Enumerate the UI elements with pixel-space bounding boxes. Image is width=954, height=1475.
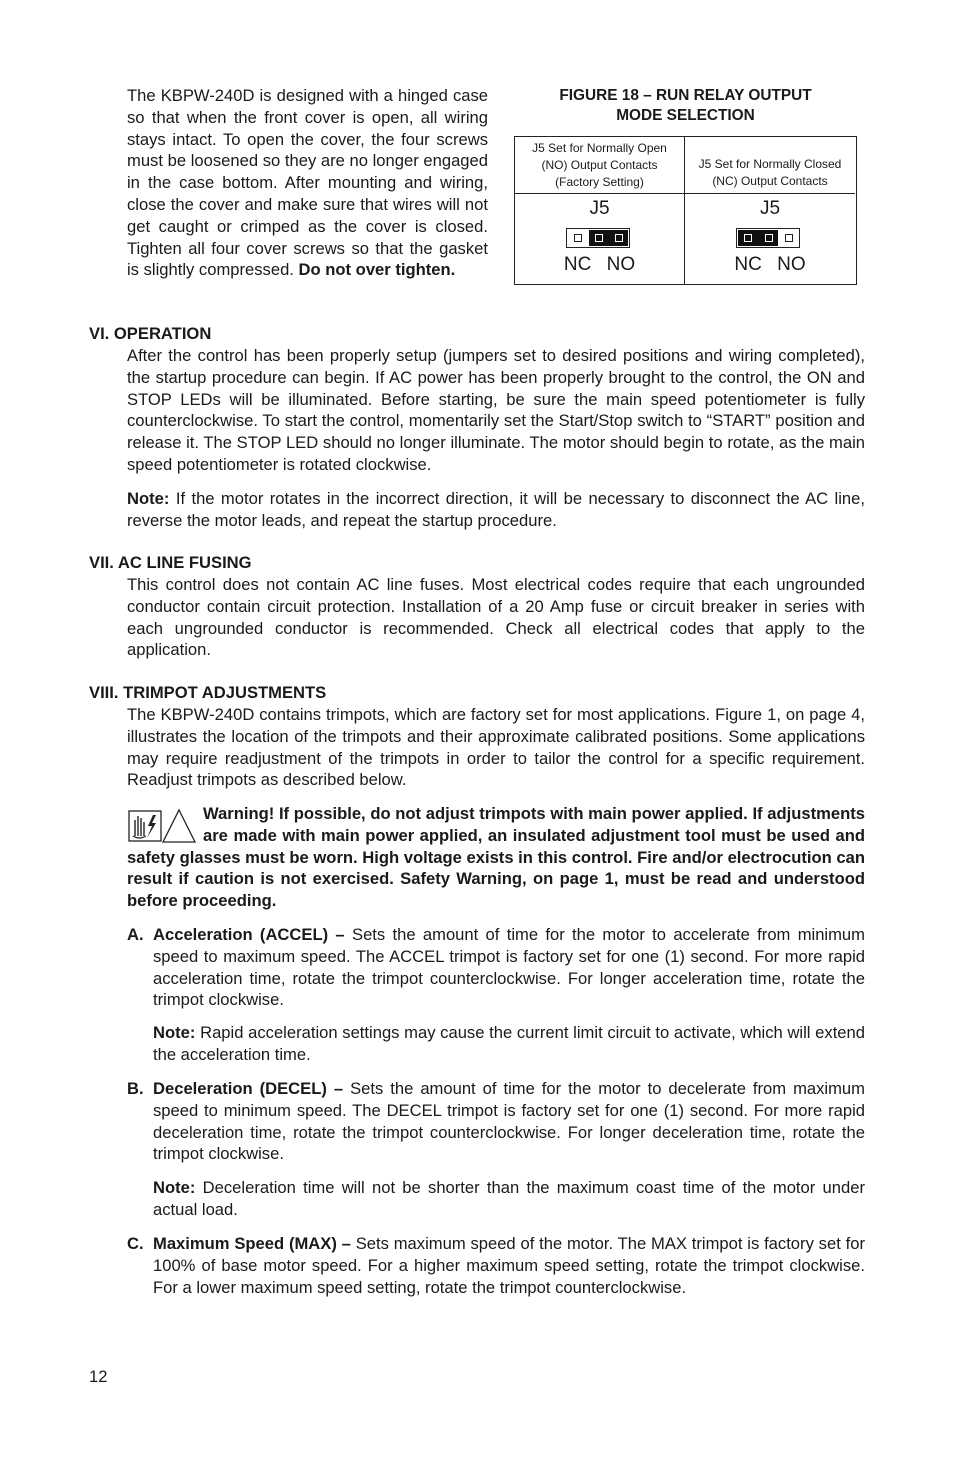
item-description: [153, 924, 865, 1011]
item-text: Sets maximum speed of the motor. The MAX trimpot is factory set for 100% of base motor speed. For a higher maximum speed setting, rotate the trimpot clockwise. For a lower maximum speed setting, rotate the trimpot counterclockwise.: [153, 1234, 865, 1297]
list-item-max: [127, 1233, 865, 1298]
note-label: Note:: [153, 1023, 196, 1042]
item-title: Deceleration (DECEL) –: [153, 1079, 344, 1098]
jumper-nc-diagram: [685, 194, 855, 284]
jumper-label: J5: [589, 198, 610, 219]
warning-icons: [127, 806, 197, 844]
header-no-line2: (NO) Output Contacts: [541, 158, 658, 172]
intro-paragraph: [127, 85, 488, 281]
header-nc-line1: J5 Set for Normally Closed: [698, 157, 842, 171]
pin-open: [785, 234, 793, 242]
figure-title-line1: FIGURE 18 – RUN RELAY OUTPUT: [559, 87, 812, 104]
header-nc-line2: (NC) Output Contacts: [712, 174, 828, 188]
note-text: Deceleration time will not be shorter than the maximum coast time of the motor under actual load.: [153, 1178, 865, 1219]
intro-emphasis: Do not over tighten.: [298, 260, 456, 280]
fusing-body: This control does not contain AC line fuses. Most electrical codes require that each ungrounded conductor contain circuit protection. Installation of a 20 Amp fuse or circuit breaker in series with each ungrounded conductor is recommended. Check all electrical codes that apply to the application.: [127, 575, 865, 660]
list-item-accel: [127, 924, 865, 1011]
note-text: Rapid acceleration settings may cause the current limit circuit to activate, which will extend the acceleration time.: [153, 1023, 865, 1064]
hand-shock-icon: [129, 811, 161, 841]
caution-triangle-icon: [163, 810, 195, 842]
decel-note: [127, 1177, 865, 1221]
jumper-label: J5: [759, 198, 781, 219]
item-letter: A.: [127, 925, 144, 944]
item-letter: B.: [127, 1079, 144, 1098]
page-number: 12: [89, 1367, 108, 1386]
item-text: Sets the amount of time for the motor to accelerate from minimum speed to maximum speed. The ACCEL trimpot is factory set for one (1) second. For more rapid acceleration time, rotate the trimpot counterclockwise. For longer acceleration time, rotate the trimpot clockwise.: [153, 925, 865, 1010]
item-title: Maximum Speed (MAX) –: [153, 1234, 351, 1253]
jumper-header-pins: [566, 228, 630, 248]
operation-body: After the control has been properly setup (jumpers set to desired positions and wiring completed), the startup procedure can begin. If AC power has been properly brought to the control, the ON and STOP LEDs will be illuminated. Before starting, be sure the main speed potentiometer is fully counterclockwise. To start the control, momentarily set the Start/Stop switch to “START” position and release it. The STOP LED should no longer illuminate. The motor should begin to rotate, as the main speed potentiometer is rotated clockwise.: [127, 346, 865, 474]
item-description: [153, 1078, 865, 1165]
pin-open: [574, 234, 582, 242]
operation-heading: VI. OPERATION: [89, 324, 212, 343]
pin-shunted: [615, 234, 623, 242]
pin-shunted: [765, 234, 773, 242]
fusing-heading: VII. AC LINE FUSING: [89, 553, 252, 572]
item-description: [153, 1233, 865, 1298]
pin-shunted: [744, 234, 752, 242]
item-letter: C.: [127, 1234, 144, 1253]
item-text: Sets the amount of time for the motor to decelerate from maximum speed to minimum speed. The DECEL trimpot is factory set for one (1) second. For more rapid deceleration time, rotate the trimpot counterclockwise. For longer deceleration time, rotate the trimpot clockwise.: [153, 1079, 865, 1164]
pin-labels: NC NO: [563, 254, 636, 275]
jumper-header-pins: [736, 228, 800, 248]
jumper-figure-table: [514, 136, 857, 285]
header-normally-open: [515, 137, 685, 194]
note-label: Note:: [127, 489, 170, 508]
warning-block: [127, 803, 865, 912]
trimpot-heading: VIII. TRIMPOT ADJUSTMENTS: [89, 683, 327, 702]
figure-title-line2: MODE SELECTION: [616, 107, 755, 124]
accel-note: [127, 1022, 865, 1066]
header-normally-closed: [685, 137, 855, 194]
note-text: If the motor rotates in the incorrect direction, it will be necessary to disconnect the AC line, reverse the motor leads, and repeat the startup procedure.: [127, 489, 865, 530]
figure-title: [514, 86, 857, 126]
header-no-line1: J5 Set for Normally Open: [532, 141, 667, 155]
pin-shunted: [595, 234, 603, 242]
intro-text: The KBPW-240D is designed with a hinged case so that when the front cover is open, all wiring stays intact. To open the cover, the four screws must be loosened so they are no longer engaged in the case bottom. After mounting and wiring, close the cover and make sure that wires will not get caught or crimped as the cover is closed. Tighten all four cover screws so that the gasket is slightly compressed.: [127, 86, 488, 280]
note-label: Note:: [153, 1178, 196, 1197]
jumper-no-diagram: [515, 194, 685, 284]
item-title: Acceleration (ACCEL) –: [153, 925, 345, 944]
trimpot-body: The KBPW-240D contains trimpots, which are factory set for most applications. Figure 1, on page 4, illustrates the location of the trimpots and their approximate calibrated positions. Some applications may require readjustment of the trimpots in order to tailor the control for a specific requirement. Readjust trimpots as described below.: [127, 705, 865, 790]
pin-labels: NC NO: [734, 254, 806, 275]
operation-note: [127, 488, 865, 532]
header-no-line3: (Factory Setting): [555, 175, 644, 189]
warning-text: Warning! If possible, do not adjust trimpots with main power applied. If adjustments are made with main power applied, an insulated adjustment tool must be used and safety glasses must be worn. High voltage exists in this control. Fire and/or electrocution can result if caution is not exercised. Safety Warning, on page 1, must be read and understood before proceeding.: [127, 804, 865, 911]
list-item-decel: [127, 1078, 865, 1165]
